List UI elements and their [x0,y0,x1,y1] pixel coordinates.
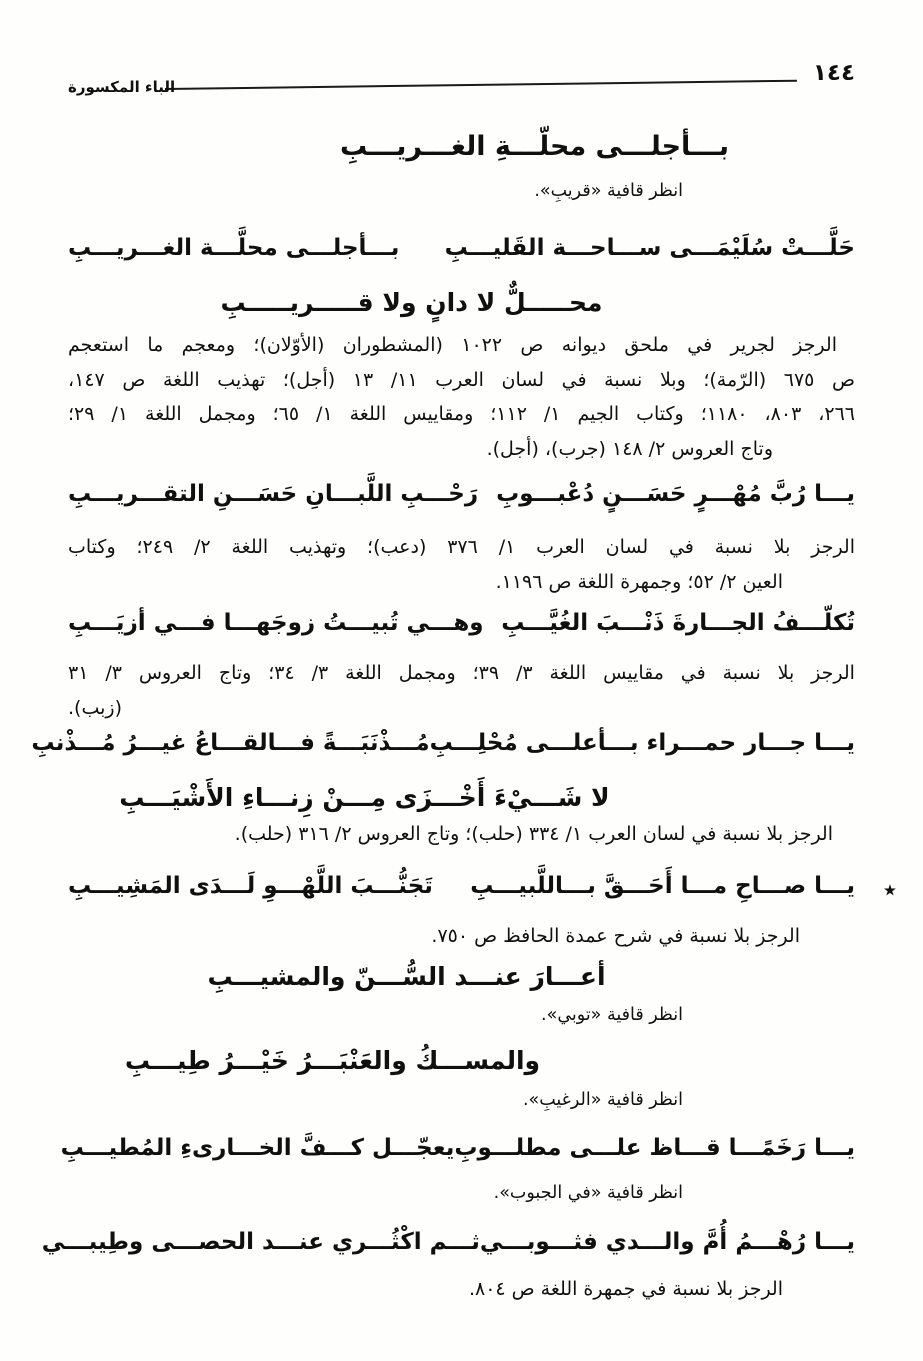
display-verse: لا شَـــيْءَ أَخْـــزَى مِـــنْ زِنـــاءِ الأَشْيَـــبِ [119,783,610,812]
hemistich-right: يـــا رَخَمًـــا قـــاظ علـــى مطلـــوبِ [454,1135,855,1161]
hemistich-left: رَحْـــبِ اللَّبـــانِ حَسَـــنِ التقـــريـــبِ [68,481,479,507]
hemistich-right: يـــا صـــاحِ مـــا أَحَـــقَّ بـــاللَّبيـــبِ [470,873,855,899]
citation-line: وتاج العروس ٢/ ١٤٨ (جرب)، (أجل). [486,437,773,460]
citation-paragraph [68,1272,855,1307]
hemistich-right: يـــا جـــار حمـــراء بـــأعلـــى مُحْلِـــبِ [429,730,855,756]
citation-line: العين ٢/ ٥٢؛ وجمهرة اللغة ص ١١٩٦. [495,570,783,593]
citation-line: الرجز بلا نسبة في جمهرة اللغة ص ٨٠٤. [468,1278,783,1300]
verse-couplet [68,860,897,912]
hemistich-left: بـــأجلـــى محلَّـــة الغـــريـــبِ [68,235,400,261]
citation-line: الرجز بلا نسبة في مقاييس اللغة ٣/ ٣٩؛ ومجمل اللغة ٣/ ٣٤؛ وتاج العروس ٣/ ٣١ [68,662,855,684]
hemistich-left: يعجّـــل كـــفَّ الخـــارىءِ المُطيـــبِ [60,1135,455,1161]
page-number: ١٤٤ [812,60,855,86]
hemistich-left: وهـــي تُبيـــتُ زوجَهـــا فـــي أزيَـــبِ [68,610,484,636]
verse-couplet [60,1122,855,1174]
hemistich-left: ثـــم اكْثُـــري عنـــد الحصـــى وطِيبـــي [41,1229,480,1255]
citation-line: ٢٦٦، ٨٠٣، ١١٨٠؛ وكتاب الجيم ١/ ١١٢؛ ومقاييس اللغة ١/ ٦٥؛ ومجمل اللغة ١/ ٢٩؛ [68,403,855,425]
verse-marker-asterisk: ٭ [882,875,897,905]
citation-paragraph [68,530,855,599]
citation-paragraph [68,656,855,725]
citation-line: الرجز لجرير في ملحق ديوانه ص ١٠٢٢ (المشطوران (الأوّلان)؛ ومعجم ما استعجم [68,334,837,356]
hemistich-left: مُـــذْنَبَـــةً فـــالقـــاعُ غيـــرُ مُـــذْنبِ [31,730,430,756]
verse-couplet [68,468,855,520]
hemistich-right: حَلَّـــتْ سُلَيْمَـــى ســـاحـــة القَليـــبِ [444,235,855,261]
verse-couplet [68,222,855,274]
header-rule [165,80,797,90]
citation-paragraph [68,328,855,466]
hemistich-right: يـــا رُهْـــمُ أُمَّ والـــدي فثـــوبـــي [479,1229,855,1255]
citation-paragraph [68,817,855,852]
citation-line: الرجز بلا نسبة في شرح عمدة الحافظ ص ٧٥٠. [431,925,800,947]
see-rhyme-note: انظر قافية «قريبِ». [534,181,683,201]
verse-couplet [31,717,855,769]
citation-line: (زبب). [68,696,122,719]
citation-line: ص ٦٧٥ (الرّمة)؛ وبلا نسبة في لسان العرب ١١/ ١٣ (أجل)؛ تهذيب اللغة ص ١٤٧، [68,368,855,391]
citation-line: الرجز بلا نسبة في لسان العرب ١/ ٣٣٤ (حلب)؛ وتاج العروس ٢/ ٣١٦ (حلب). [234,823,833,845]
display-verse: محـــــلٌّ لا دانٍ ولا قـــــريـــــبِ [220,288,603,317]
see-rhyme-note: انظر قافية «في الجبوب». [493,1183,683,1203]
display-verse: والمســـكُ والعَنْبَـــرُ خَيْـــرُ طِيـــبِ [124,1046,541,1075]
hemistich-left: تَجَنُّـــبَ اللَّهْـــوِ لَـــدَى المَشِيـــبِ [68,873,433,899]
section-title: الباء المكسورة [68,78,176,96]
page-header [68,58,855,102]
see-rhyme-note: انظر قافية «توبي». [541,1005,683,1025]
display-verse: أعـــارَ عنـــد السُّـــنّ والمشيـــبِ [207,962,606,991]
hemistich-right: تُكلّـــفُ الجـــارةَ ذَنْـــبَ الغُيَّـــبِ [501,610,855,636]
see-rhyme-note: انظر قافية «الرغيبِ». [522,1090,683,1110]
verse-couplet [41,1216,855,1268]
citation-line: الرجز بلا نسبة في لسان العرب ١/ ٣٧٦ (دعب)؛ وتهذيب اللغة ٢/ ٢٤٩؛ وكتاب [68,536,855,558]
hemistich-right: يـــا رُبَّ مُهْـــرٍ حَسَـــنٍ دُعْبـــوبِ [496,481,855,507]
display-verse: بـــأجلـــى محلّـــةِ الغـــريـــبِ [339,131,730,162]
citation-paragraph [68,919,855,954]
verse-couplet [68,597,855,649]
